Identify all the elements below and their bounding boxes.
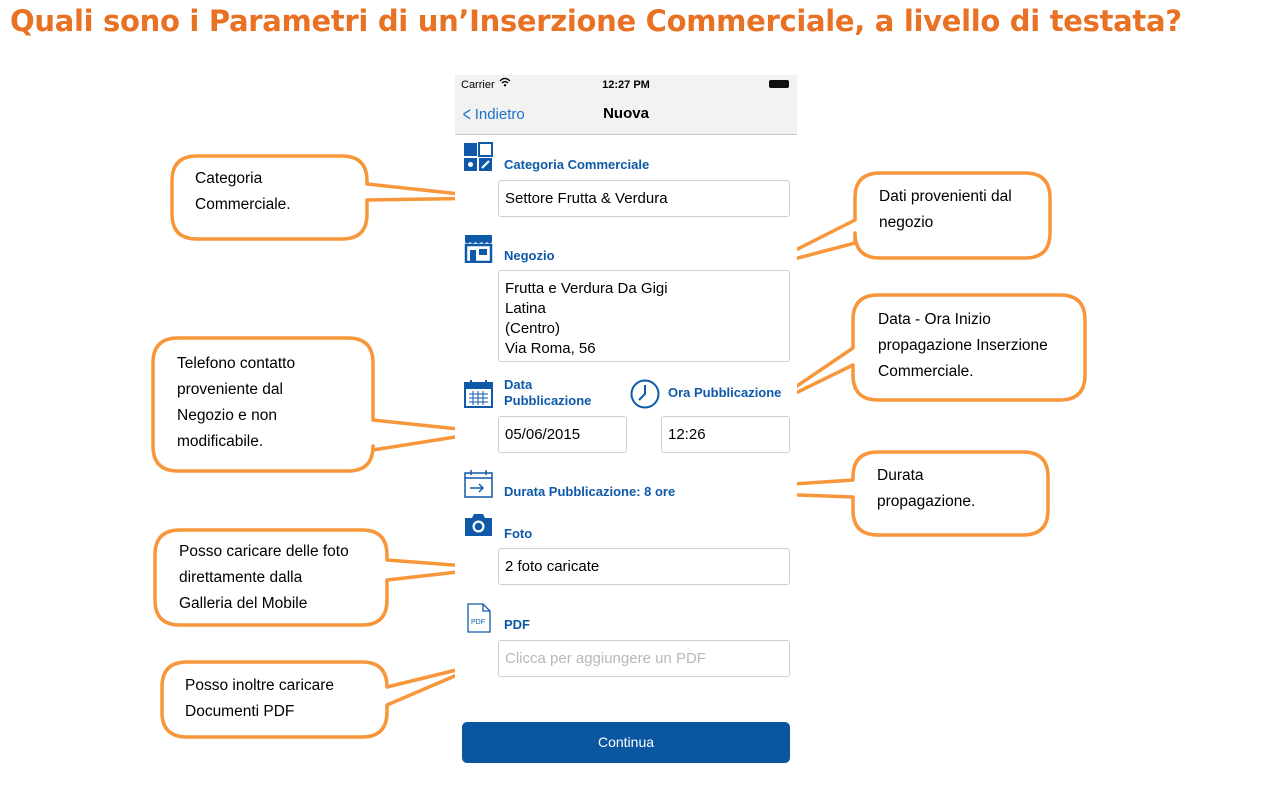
calendar-arrow-icon	[463, 469, 494, 504]
svg-text:PDF: PDF	[471, 619, 485, 626]
camera-icon	[463, 512, 494, 543]
pdf-label: PDF	[504, 617, 530, 632]
durata-label: Durata Pubblicazione: 8 ore	[504, 484, 676, 499]
callout-telefono-text: Telefono contatto proveniente dal Negozio e non modificabile.	[177, 355, 296, 450]
clock-icon	[629, 378, 661, 415]
pdf-file-icon	[467, 603, 491, 638]
calendar-icon	[463, 379, 494, 414]
callout-foto-text: Posso caricare delle foto direttamente dalla Galleria del Mobile	[179, 543, 349, 612]
negozio-field: Frutta e Verdura Da Gigi Latina (Centro) Via Roma, 56	[498, 270, 790, 362]
pdf-field[interactable]: Clicca per aggiungere un PDF	[498, 640, 790, 677]
carrier-label: Carrier	[461, 79, 495, 91]
categoria-label: Categoria Commerciale	[504, 157, 650, 172]
categoria-field[interactable]: Settore Frutta & Verdura	[498, 180, 790, 217]
phone-screen	[455, 75, 797, 775]
back-label: Indietro	[474, 106, 525, 123]
chevron-left-icon: <	[462, 104, 471, 126]
callout-categoria-text: Categoria Commerciale.	[195, 170, 291, 213]
foto-label: Foto	[504, 526, 533, 541]
ora-pubblicazione-label: Ora Pubblicazione	[668, 385, 782, 400]
data-pubblicazione-label: Data Pubblicazione	[504, 377, 592, 408]
callout-data-ora-text: Data - Ora Inizio propagazione Inserzione Commerciale.	[878, 311, 1048, 380]
negozio-label: Negozio	[504, 248, 555, 263]
category-grid-icon	[463, 142, 493, 177]
foto-field[interactable]: 2 foto caricate	[498, 548, 790, 585]
callout-durata-text: Durata propagazione.	[877, 467, 976, 510]
status-bar	[455, 75, 797, 95]
navbar	[455, 95, 797, 135]
shop-icon	[463, 233, 494, 268]
status-time: 12:27 PM	[602, 79, 650, 91]
callout-negozio-text: Dati provenienti dal negozio	[879, 188, 1012, 231]
slide-title: Quali sono i Parametri di un’Inserzione Commerciale, a livello di testata?	[10, 4, 1182, 38]
continue-button[interactable]: Continua	[462, 722, 790, 763]
callout-pdf-text: Posso inoltre caricare Documenti PDF	[185, 677, 335, 720]
data-pubblicazione-field[interactable]: 05/06/2015	[498, 416, 627, 453]
battery-icon	[769, 80, 789, 88]
ora-pubblicazione-field[interactable]: 12:26	[661, 416, 790, 453]
nav-title: Nuova	[603, 105, 649, 122]
